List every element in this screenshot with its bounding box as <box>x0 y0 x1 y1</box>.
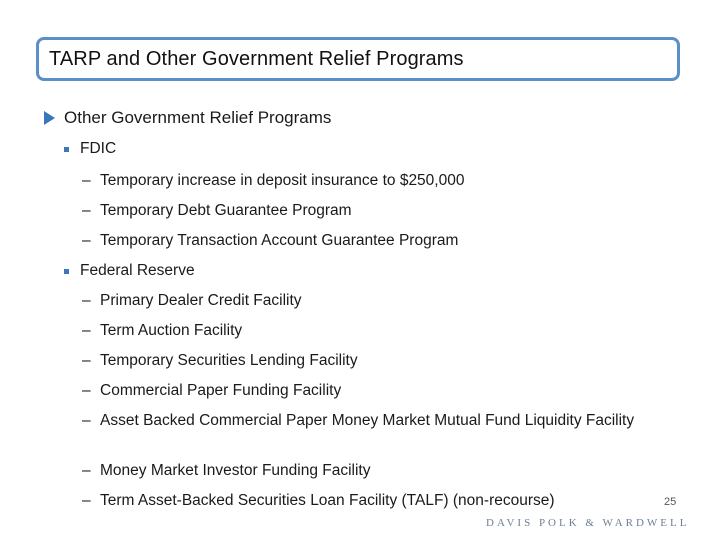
group-label: FDIC <box>80 140 117 157</box>
list-item <box>82 382 642 399</box>
list-item <box>82 172 642 189</box>
list-item <box>82 232 642 249</box>
list-item-text: Term Asset-Backed Securities Loan Facility (TALF) (non-recourse) <box>100 492 555 509</box>
dash-bullet-icon: – <box>82 382 91 399</box>
section-heading <box>44 108 331 128</box>
list-item-text: Temporary Securities Lending Facility <box>100 352 358 369</box>
section-title: Other Government Relief Programs <box>64 108 332 127</box>
list-item-text: Primary Dealer Credit Facility <box>100 292 302 309</box>
list-item <box>82 492 642 509</box>
firm-logo: DAVIS POLK & WARDWELL <box>486 517 690 529</box>
list-item <box>82 462 642 479</box>
square-bullet-icon <box>64 147 69 152</box>
dash-bullet-icon: – <box>82 352 91 369</box>
group-fdic <box>64 140 116 158</box>
list-item-text: Asset Backed Commercial Paper Money Market Mutual Fund Liquidity Facility <box>100 412 635 429</box>
list-item <box>82 352 642 369</box>
triangle-bullet-icon <box>44 111 55 125</box>
list-item-text: Commercial Paper Funding Facility <box>100 382 342 399</box>
square-bullet-icon <box>64 269 69 274</box>
page-number: 25 <box>664 496 677 508</box>
dash-bullet-icon: – <box>82 202 91 219</box>
list-item-text: Term Auction Facility <box>100 322 243 339</box>
list-item-text: Money Market Investor Funding Facility <box>100 462 371 479</box>
title-box <box>36 37 680 81</box>
list-item <box>82 202 642 219</box>
list-item <box>82 322 642 339</box>
slide-title: TARP and Other Government Relief Programs <box>49 47 464 70</box>
dash-bullet-icon: – <box>82 462 91 479</box>
dash-bullet-icon: – <box>82 492 91 509</box>
group-label: Federal Reserve <box>80 262 195 279</box>
dash-bullet-icon: – <box>82 292 91 309</box>
group-federal-reserve <box>64 262 195 280</box>
dash-bullet-icon: – <box>82 322 91 339</box>
list-item-text: Temporary Transaction Account Guarantee Program <box>100 232 459 249</box>
dash-bullet-icon: – <box>82 172 91 189</box>
list-item <box>82 412 667 429</box>
dash-bullet-icon: – <box>82 412 91 429</box>
list-item <box>82 292 642 309</box>
dash-bullet-icon: – <box>82 232 91 249</box>
list-item-text: Temporary increase in deposit insurance to $250,000 <box>100 172 465 189</box>
list-item-text: Temporary Debt Guarantee Program <box>100 202 352 219</box>
